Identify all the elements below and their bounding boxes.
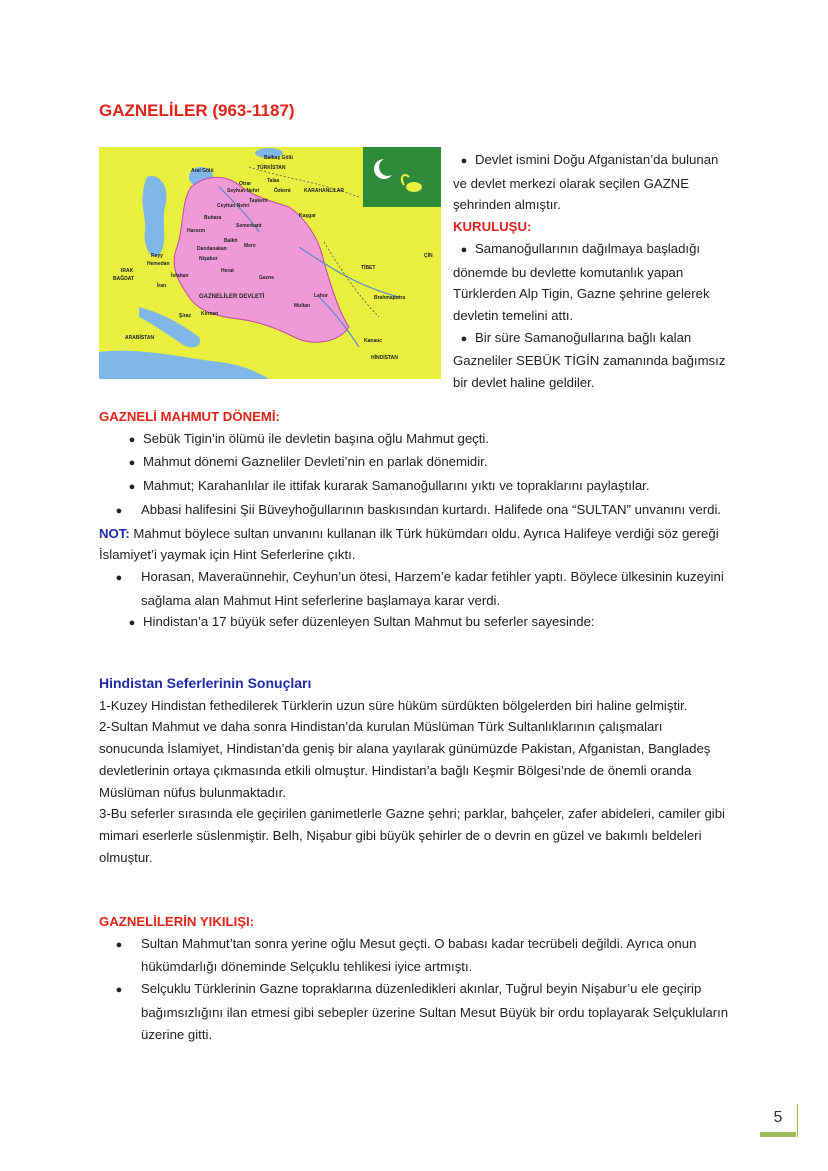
bullet-icon: ● (128, 617, 136, 630)
bullet-icon: ● (460, 155, 468, 167)
yikilis-section (99, 911, 729, 1045)
svg-text:Multan: Multan (294, 303, 311, 309)
svg-text:Dandanakan: Dandanakan (197, 246, 227, 252)
bullet-icon: ● (128, 433, 136, 446)
hindistan-result-1: 1-Kuzey Hindistan fethedilerek Türklerin uzun süre hüküm sürdükten bölgelerden biri haline gelmiştir. (99, 697, 688, 713)
kurulus-heading: KURULUŞU: (453, 219, 532, 235)
yikilis-bullet-1: Sultan Mahmut’tan sonra yerine oğlu Mesut geçti. O babası kadar tecrübeli değildi. Ayrıca onun hükümdarlığı döneminde Selçuklu tehlikesi iyice artmıştı. (141, 935, 697, 975)
svg-text:Ceyhun Nehri: Ceyhun Nehri (217, 203, 250, 209)
hindistan-section (99, 673, 729, 868)
hindistan-result-3: 3-Bu seferler sırasında ele geçirilen ganimetlerle Gazne şehri; parklar, bahçeler, zafer abideleri, camiler gibi mimari eserlerle süslenmiştir. Belh, Nişabur gibi büyük şehirler de o devrin en güzel ve bakımlı beldeleri olmuştur. (99, 806, 725, 865)
svg-text:Merv: Merv (244, 243, 256, 249)
svg-text:Balkaş Gölü: Balkaş Gölü (264, 155, 293, 161)
svg-text:KARAHANLILAR: KARAHANLILAR (304, 188, 344, 194)
page-number-divider (797, 1104, 798, 1137)
mahmut-bullet-6: Hindistan’a 17 büyük sefer düzenleyen Sultan Mahmut bu seferler sayesinde: (143, 614, 595, 630)
page-title: GAZNELİLER (963-1187) (99, 101, 295, 120)
svg-text:Otrar: Otrar (239, 181, 252, 187)
note-label: NOT: (99, 525, 130, 541)
svg-text:Talas: Talas (267, 178, 280, 184)
mahmut-bullet-2: Mahmut dönemi Gazneliler Devleti’nin en parlak dönemidir. (143, 454, 488, 470)
mahmut-heading: GAZNELİ MAHMUT DÖNEMİ: (99, 409, 280, 424)
yikilis-heading: GAZNELİLERİN YIKILIŞI: (99, 914, 255, 929)
hindistan-result-2: 2-Sultan Mahmut ve daha sonra Hindistan’da kurulan Müslüman Türk Sultanlıklarının çalışmaları sonucunda İslamiyet, Hindistan’da geniş bir alana yayılarak günümüzde Pakistan, Afganistan, Bangladeş devletlerinin ortaya çıkmasında etkili olmuştur. Hindistan’a bağlı Keşmir Bölgesi’nde de önemli oranda Müslüman nüfus bulunmaktadır. (99, 719, 711, 800)
svg-text:BAĞDAT: BAĞDAT (113, 276, 135, 282)
svg-text:ARABİSTAN: ARABİSTAN (125, 335, 155, 341)
svg-text:Gazne: Gazne (259, 275, 275, 281)
mahmut-bullet-3: Mahmut; Karahanlılar ile ittifak kurarak Samanoğullarını yıktı ve topraklarını paylaştılar. (143, 478, 650, 494)
mahmut-section (99, 406, 729, 635)
svg-text:GAZNELİLER DEVLETİ: GAZNELİLER DEVLETİ (199, 294, 265, 300)
svg-text:Semerkant: Semerkant (236, 223, 262, 229)
note-text: Mahmut böylece sultan unvanını kullanan ilk Türk hükümdarı oldu. Ayrıca Halifeye verdiği söz gereği İslamiyet’i yaymak için Hint Seferlerine çıktı. (99, 525, 719, 563)
svg-text:Harezm: Harezm (187, 228, 206, 234)
svg-text:Balkh: Balkh (224, 238, 238, 244)
svg-text:Kirman: Kirman (201, 311, 219, 317)
svg-text:Seyhun Nehri: Seyhun Nehri (227, 188, 260, 194)
bullet-icon: ● (128, 481, 136, 494)
gazneliler-map (99, 147, 441, 379)
svg-text:Taşkent: Taşkent (249, 198, 268, 204)
intro-column (453, 149, 733, 394)
bullet-icon: ● (460, 243, 468, 256)
svg-text:Reyy: Reyy (151, 253, 163, 259)
svg-text:İran: İran (157, 283, 167, 289)
intro-bullet-1: Devlet ismini Doğu Afganistan’da bulunan ve devlet merkezi olarak seçilen GAZNE şehrinden almıştır. (453, 152, 719, 213)
svg-text:Kaşgar: Kaşgar (299, 213, 316, 219)
svg-text:HİNDİSTAN: HİNDİSTAN (371, 355, 398, 361)
hindistan-heading: Hindistan Seferlerinin Sonuçları (99, 675, 312, 691)
svg-text:Özkent: Özkent (274, 188, 291, 194)
svg-text:Buhara: Buhara (204, 215, 222, 221)
kurulus-bullet-1: Samanoğullarının dağılmaya başladığı dönemde bu devlette komutanlık yapan Türklerden Alp Tigin, Gazne şehrine gelerek devletin temelini attı. (453, 240, 710, 323)
bullet-icon: ● (115, 938, 123, 951)
bullet-icon: ● (115, 504, 123, 517)
mahmut-bullet-5: Horasan, Maveraünnehir, Ceyhun’un ötesi, Harzem’e kadar fetihler yaptı. Böylece ülkesinin kuzeyini sağlama alan Mahmut Hint seferlerine başlamaya karar verdi. (141, 568, 724, 608)
svg-text:TİBET: TİBET (361, 265, 376, 271)
svg-text:Kanauc: Kanauc (364, 338, 383, 344)
yikilis-bullet-2: Selçuklu Türklerinin Gazne topraklarına düzenledikleri akınlar, Tuğrul beyin Nişabur’u ele geçirip bağımsızlığını ilan etmesi gibi sebepler üzerine Sultan Mesut Büyük bir ordu toplayarak Selçukluların üzerine gitti. (141, 981, 729, 1042)
map-graphic (99, 147, 441, 379)
svg-text:Aral Gölü: Aral Gölü (191, 168, 214, 174)
svg-text:Lahor: Lahor (314, 293, 328, 299)
svg-text:TÜRKİSTAN: TÜRKİSTAN (257, 165, 286, 171)
page-number-bar (760, 1132, 796, 1137)
svg-text:ÇİN: ÇİN (424, 253, 433, 259)
svg-text:Şiraz: Şiraz (179, 313, 191, 319)
page-number: 5 (773, 1109, 783, 1126)
svg-text:Brahmaputra: Brahmaputra (374, 295, 406, 301)
svg-text:IRAK: IRAK (121, 268, 134, 274)
bullet-icon: ● (115, 571, 123, 584)
mahmut-bullet-1: Sebük Tigin’in ölümü ile devletin başına oğlu Mahmut geçti. (143, 430, 490, 446)
bullet-icon: ● (115, 984, 123, 997)
bullet-icon: ● (128, 457, 136, 470)
bullet-icon: ● (460, 332, 468, 345)
svg-text:Herat: Herat (221, 268, 234, 274)
svg-text:Hemedan: Hemedan (147, 261, 170, 267)
kurulus-bullet-2: Bir süre Samanoğullarına bağlı kalan Gazneliler SEBÜK TİGİN zamanında bağımsız bir devlet haline geldiler. (453, 329, 726, 391)
svg-text:Nişabur: Nişabur (199, 256, 218, 262)
mahmut-bullet-4: Abbasi halifesini Şii Büveyhoğullarının baskısından kurtardı. Halifede ona “SULTAN” unvanını verdi. (141, 501, 722, 517)
svg-text:İsfahan: İsfahan (171, 273, 189, 279)
